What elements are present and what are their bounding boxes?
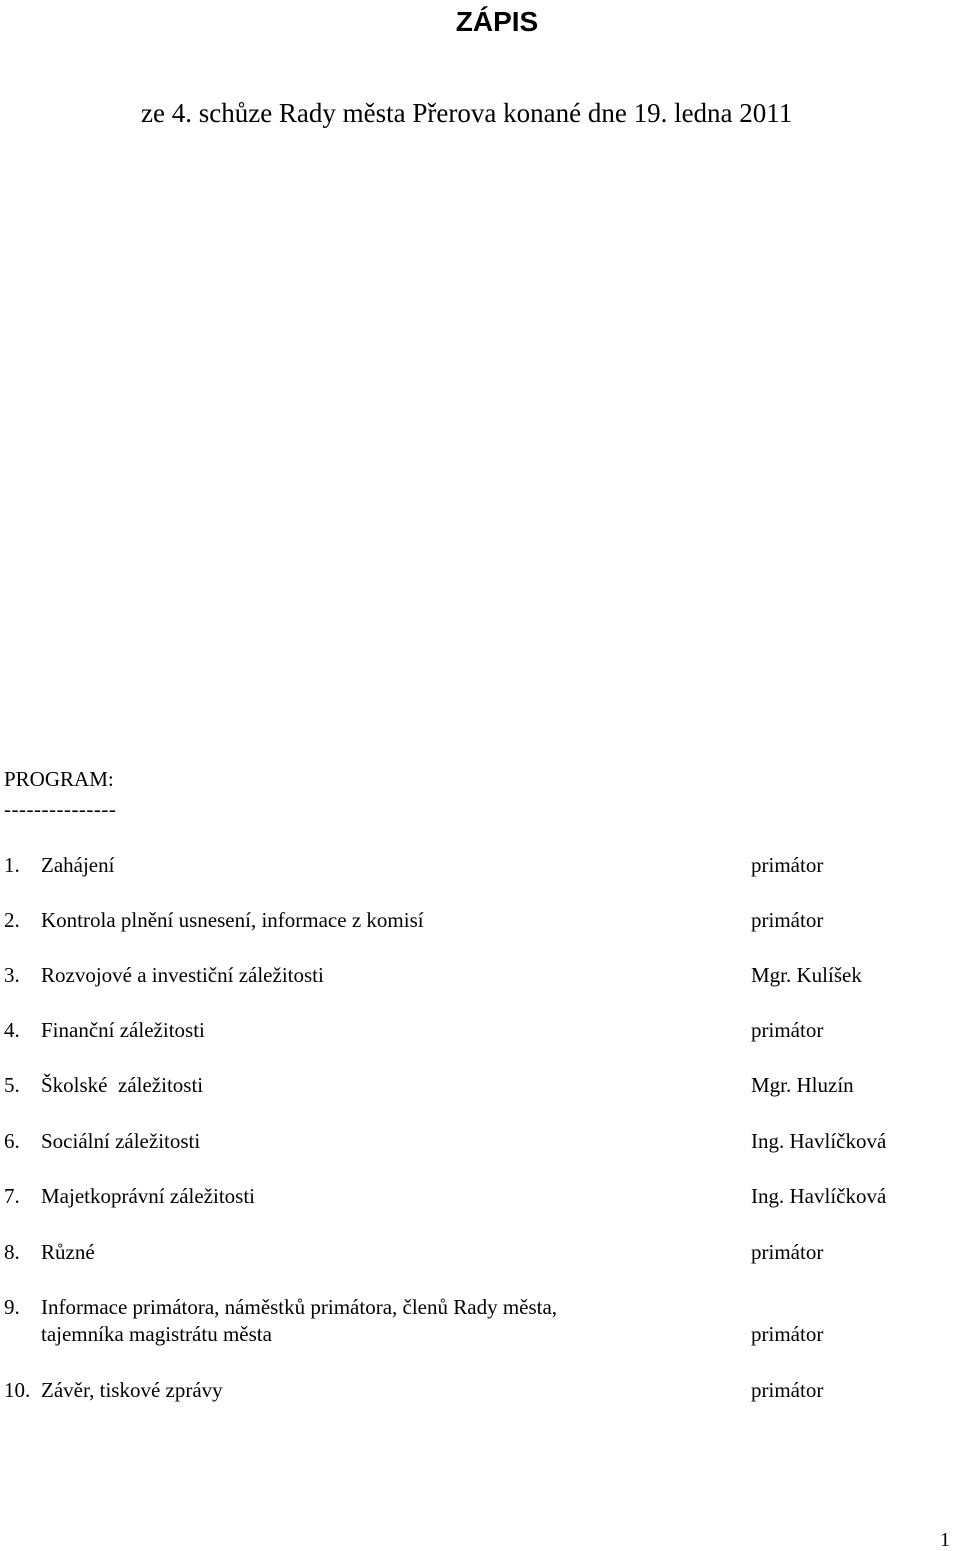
program-item-person: primátor — [751, 1018, 824, 1042]
program-item-text: Závěr, tiskové zprávy — [41, 1378, 223, 1402]
program-item-number: 2. — [4, 908, 20, 932]
program-item-number: 6. — [4, 1129, 20, 1153]
program-heading: PROGRAM: — [4, 767, 114, 791]
program-item-number: 7. — [4, 1184, 20, 1208]
program-item-text: Zahájení — [41, 853, 115, 877]
program-item-text: Kontrola plnění usnesení, informace z komisí — [41, 908, 424, 932]
program-item-number: 4. — [4, 1018, 20, 1042]
program-item-text: Rozvojové a investiční záležitosti — [41, 963, 324, 987]
program-underline: --------------- — [4, 797, 117, 821]
document-subtitle: ze 4. schůze Rady města Přerova konané dne 19. ledna 2011 — [141, 98, 793, 128]
program-item-person: Ing. Havlíčková — [751, 1184, 887, 1208]
program-item-number: 1. — [4, 853, 20, 877]
program-item-text: Informace primátora, náměstků primátora, členů Rady města, — [41, 1295, 558, 1319]
program-item-text: Různé — [41, 1240, 95, 1264]
program-item-text: Finanční záležitosti — [41, 1018, 205, 1042]
program-item-person: Ing. Havlíčková — [751, 1129, 887, 1153]
program-item-person: primátor — [751, 908, 824, 932]
program-item-text: Majetkoprávní záležitosti — [41, 1184, 256, 1208]
program-item-person: primátor — [751, 1378, 824, 1402]
program-item-number: 5. — [4, 1073, 20, 1097]
program-item-person: primátor — [751, 1240, 824, 1264]
document-title: ZÁPIS — [455, 6, 539, 37]
program-item-person: primátor — [751, 1322, 824, 1346]
program-item-text: Sociální záležitosti — [41, 1129, 201, 1153]
program-item-number: 10. — [4, 1378, 31, 1402]
program-item-number: 9. — [4, 1295, 20, 1319]
program-item-person: Mgr. Hluzín — [751, 1073, 854, 1097]
program-item-number: 8. — [4, 1240, 20, 1264]
program-item-text: Školské záležitosti — [41, 1073, 204, 1097]
page-number: 1 — [940, 1529, 950, 1551]
program-item-person: Mgr. Kulíšek — [751, 963, 862, 987]
program-item-person: primátor — [751, 853, 824, 877]
program-item-number: 3. — [4, 963, 20, 987]
program-item-text-line2: tajemníka magistrátu města — [41, 1322, 272, 1346]
